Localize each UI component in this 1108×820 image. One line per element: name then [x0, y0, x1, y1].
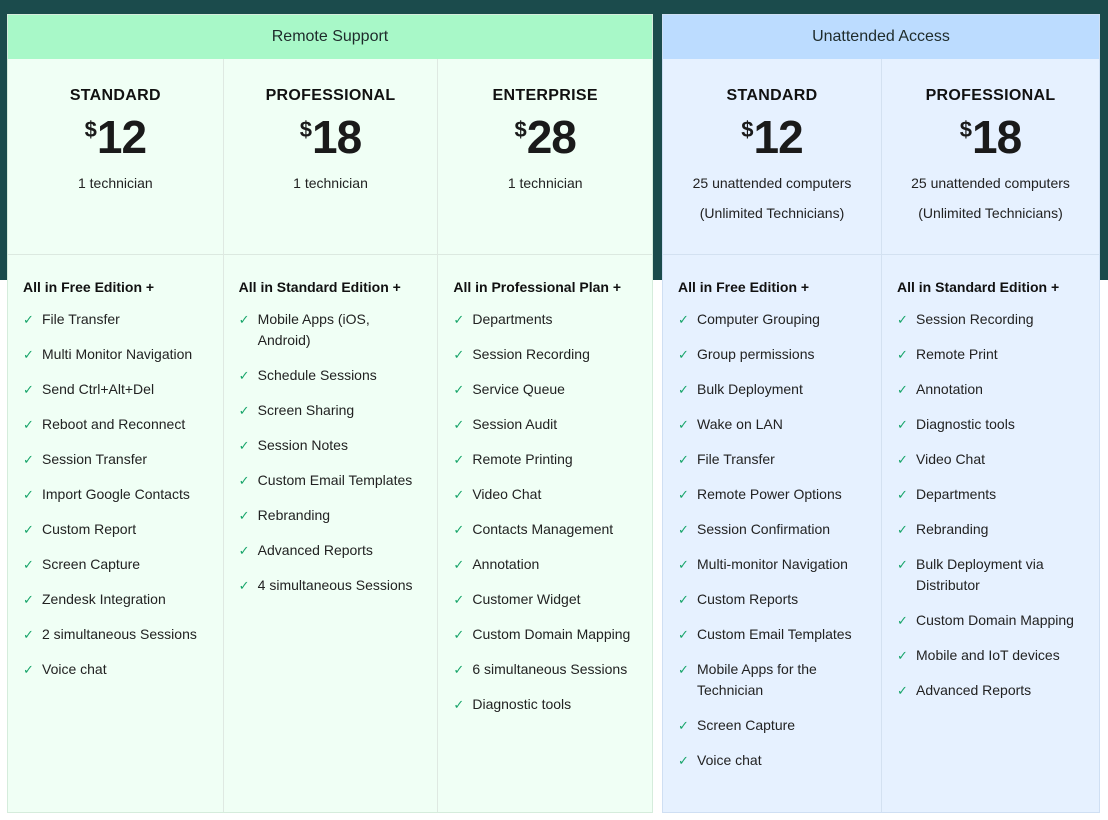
feature-item	[453, 379, 640, 400]
feature-label: Annotation	[916, 381, 983, 397]
feature-list	[663, 255, 881, 771]
feature-item	[453, 344, 640, 365]
plan-header	[663, 59, 881, 255]
unattended-access-group	[662, 14, 1100, 813]
plan-header	[224, 59, 438, 255]
feature-label: File Transfer	[697, 451, 775, 467]
unattended-plan-columns	[663, 59, 1099, 812]
check-icon: ✓	[238, 438, 250, 453]
plan-column-professional	[881, 59, 1099, 812]
feature-item	[23, 624, 211, 645]
group-title-remote-support: Remote Support	[8, 15, 652, 59]
feature-item	[23, 449, 211, 470]
feature-label: File Transfer	[42, 311, 120, 327]
feature-label: Group permissions	[697, 346, 815, 362]
feature-item	[678, 750, 869, 771]
feature-label: Reboot and Reconnect	[42, 416, 186, 432]
check-icon: ✓	[678, 662, 689, 677]
feature-label: 4 simultaneous Sessions	[257, 577, 413, 593]
check-icon: ✓	[678, 347, 689, 362]
plan-price	[8, 111, 223, 163]
feature-item	[239, 309, 426, 351]
feature-item	[678, 519, 869, 540]
feature-item	[23, 484, 211, 505]
feature-label: Custom Domain Mapping	[916, 612, 1074, 628]
feature-item	[897, 484, 1087, 505]
feature-item	[23, 589, 211, 610]
feature-label: Diagnostic tools	[472, 696, 572, 712]
feature-label: Departments	[472, 311, 553, 327]
currency-symbol: $	[84, 117, 97, 142]
plan-subtitle-secondary: (Unlimited Technicians)	[918, 205, 1063, 221]
feature-intro: All in Standard Edition +	[897, 279, 1060, 295]
check-icon: ✓	[23, 382, 34, 397]
feature-label: Service Queue	[472, 381, 565, 397]
feature-item	[678, 344, 869, 365]
feature-intro: All in Free Edition +	[678, 279, 810, 295]
feature-label: 6 simultaneous Sessions	[472, 661, 628, 677]
feature-item	[453, 414, 640, 435]
feature-item	[678, 484, 869, 505]
check-icon: ✓	[678, 522, 689, 537]
check-icon: ✓	[897, 417, 908, 432]
feature-item	[453, 309, 640, 330]
feature-item	[453, 589, 640, 610]
feature-label: Session Audit	[472, 416, 558, 432]
check-icon: ✓	[453, 417, 465, 432]
feature-label: Video Chat	[916, 451, 986, 467]
check-icon: ✓	[238, 543, 250, 558]
check-icon: ✓	[897, 487, 908, 502]
check-icon: ✓	[678, 627, 689, 642]
plan-price	[663, 111, 881, 163]
check-icon: ✓	[453, 382, 465, 397]
feature-label: Annotation	[472, 556, 540, 572]
feature-item	[678, 414, 869, 435]
feature-item	[678, 715, 869, 736]
feature-items	[23, 309, 211, 680]
feature-label: Video Chat	[472, 486, 542, 502]
feature-label: Voice chat	[697, 752, 762, 768]
feature-item	[897, 645, 1087, 666]
feature-label: Schedule Sessions	[257, 367, 377, 383]
feature-label: Multi-monitor Navigation	[697, 556, 848, 572]
plan-subtitle: 25 unattended computers	[692, 175, 852, 191]
remote-plan-columns	[8, 59, 652, 812]
feature-item	[897, 519, 1087, 540]
plan-price	[882, 111, 1099, 163]
feature-item	[23, 379, 211, 400]
feature-item	[453, 484, 640, 505]
check-icon: ✓	[897, 648, 908, 663]
currency-symbol: $	[959, 117, 973, 142]
check-icon: ✓	[453, 312, 465, 327]
feature-label: Advanced Reports	[916, 682, 1032, 698]
check-icon: ✓	[23, 487, 34, 502]
feature-label: Departments	[916, 486, 997, 502]
feature-item	[23, 309, 211, 330]
feature-item	[897, 680, 1087, 701]
check-icon: ✓	[238, 508, 250, 523]
check-icon: ✓	[897, 613, 908, 628]
currency-symbol: $	[741, 117, 754, 142]
feature-item	[678, 449, 869, 470]
check-icon: ✓	[238, 473, 250, 488]
plan-column-professional	[223, 59, 438, 812]
feature-label: Bulk Deployment	[697, 381, 803, 397]
feature-item	[897, 554, 1087, 596]
feature-label: Voice chat	[42, 661, 107, 677]
feature-item	[453, 659, 640, 680]
check-icon: ✓	[23, 417, 34, 432]
feature-item	[678, 379, 869, 400]
group-title-unattended-access: Unattended Access	[663, 15, 1099, 59]
feature-label: Remote Power Options	[697, 486, 842, 502]
feature-item	[23, 414, 211, 435]
feature-items	[453, 309, 640, 715]
check-icon: ✓	[678, 417, 689, 432]
feature-item	[678, 659, 869, 701]
feature-item	[453, 624, 640, 645]
feature-item	[678, 554, 869, 575]
feature-label: Custom Report	[42, 521, 137, 537]
price-amount: 12	[753, 111, 803, 163]
check-icon: ✓	[453, 452, 465, 467]
feature-label: Contacts Management	[472, 521, 614, 537]
check-icon: ✓	[678, 312, 689, 327]
check-icon: ✓	[23, 592, 34, 607]
feature-intro: All in Standard Edition +	[238, 279, 401, 295]
feature-label: Remote Printing	[472, 451, 573, 467]
check-icon: ✓	[238, 403, 250, 418]
plan-column-enterprise	[437, 59, 652, 812]
feature-item	[23, 519, 211, 540]
plan-name: PROFESSIONAL	[265, 87, 396, 104]
feature-intro: All in Free Edition +	[23, 279, 155, 295]
check-icon: ✓	[897, 382, 908, 397]
plan-header	[882, 59, 1099, 255]
check-icon: ✓	[238, 368, 250, 383]
plan-price	[224, 111, 438, 163]
feature-item	[897, 379, 1087, 400]
feature-item	[239, 540, 426, 561]
check-icon: ✓	[23, 557, 34, 572]
feature-item	[239, 575, 426, 596]
feature-label: Multi Monitor Navigation	[42, 346, 193, 362]
check-icon: ✓	[678, 487, 689, 502]
feature-item	[239, 365, 426, 386]
check-icon: ✓	[453, 592, 465, 607]
check-icon: ✓	[897, 683, 908, 698]
feature-item	[678, 624, 869, 645]
feature-label: Bulk Deployment via Distributor	[916, 556, 1044, 593]
feature-label: Diagnostic tools	[916, 416, 1015, 432]
feature-item	[897, 414, 1087, 435]
feature-label: Rebranding	[257, 507, 331, 523]
check-icon: ✓	[678, 452, 689, 467]
feature-item	[453, 519, 640, 540]
feature-label: Session Recording	[472, 346, 590, 362]
feature-item	[239, 435, 426, 456]
feature-item	[897, 610, 1087, 631]
feature-label: Customer Widget	[472, 591, 581, 607]
feature-label: Screen Capture	[42, 556, 141, 572]
feature-item	[453, 554, 640, 575]
feature-label: Send Ctrl+Alt+Del	[42, 381, 155, 397]
check-icon: ✓	[678, 382, 689, 397]
feature-label: Screen Sharing	[257, 402, 355, 418]
check-icon: ✓	[453, 347, 465, 362]
check-icon: ✓	[23, 627, 34, 642]
check-icon: ✓	[23, 522, 34, 537]
feature-label: Zendesk Integration	[42, 591, 166, 607]
plan-subtitle-secondary: (Unlimited Technicians)	[699, 205, 845, 221]
feature-item	[23, 659, 211, 680]
feature-label: Mobile Apps (iOS, Android)	[257, 311, 370, 348]
feature-label: Wake on LAN	[697, 416, 783, 432]
feature-label: Rebranding	[916, 521, 989, 537]
feature-items	[678, 309, 869, 771]
plan-name: STANDARD	[69, 87, 161, 104]
check-icon: ✓	[897, 522, 908, 537]
feature-label: Computer Grouping	[697, 311, 820, 327]
check-icon: ✓	[238, 312, 250, 327]
check-icon: ✓	[897, 452, 908, 467]
check-icon: ✓	[678, 557, 689, 572]
feature-intro: All in Professional Plan +	[453, 279, 622, 295]
check-icon: ✓	[897, 347, 908, 362]
plan-header	[438, 59, 652, 255]
feature-item	[678, 309, 869, 330]
feature-list	[224, 255, 438, 596]
feature-item	[453, 694, 640, 715]
feature-item	[23, 554, 211, 575]
currency-symbol: $	[514, 117, 527, 142]
plan-name: ENTERPRISE	[492, 87, 598, 104]
check-icon: ✓	[453, 627, 465, 642]
plan-subtitle: 1 technician	[507, 175, 583, 191]
feature-label: Remote Print	[916, 346, 998, 362]
feature-label: Custom Domain Mapping	[472, 626, 631, 642]
check-icon: ✓	[453, 557, 465, 572]
check-icon: ✓	[453, 662, 465, 677]
plan-subtitle: 25 unattended computers	[911, 175, 1070, 191]
feature-label: Custom Email Templates	[257, 472, 413, 488]
feature-label: Session Confirmation	[697, 521, 831, 537]
feature-list	[882, 255, 1099, 701]
feature-list	[438, 255, 652, 715]
feature-label: Screen Capture	[697, 717, 796, 733]
feature-label: Import Google Contacts	[42, 486, 190, 502]
feature-item	[678, 589, 869, 610]
feature-label: Session Notes	[257, 437, 348, 453]
plan-subtitle: 1 technician	[77, 175, 153, 191]
check-icon: ✓	[897, 557, 908, 572]
feature-item	[239, 400, 426, 421]
feature-list	[8, 255, 223, 680]
feature-items	[239, 309, 426, 596]
check-icon: ✓	[897, 312, 908, 327]
plan-column-standard	[8, 59, 223, 812]
price-amount: 18	[972, 111, 1022, 163]
plan-name: STANDARD	[726, 87, 818, 104]
feature-label: Custom Email Templates	[697, 626, 852, 642]
check-icon: ✓	[678, 753, 689, 768]
feature-label: Custom Reports	[697, 591, 799, 607]
check-icon: ✓	[453, 487, 465, 502]
feature-label: Mobile Apps for the Technician	[697, 661, 817, 698]
feature-label: Mobile and IoT devices	[916, 647, 1060, 663]
remote-support-group	[7, 14, 653, 813]
check-icon: ✓	[23, 452, 34, 467]
price-amount: 28	[526, 111, 576, 163]
feature-item	[23, 344, 211, 365]
feature-item	[239, 505, 426, 526]
plan-header	[8, 59, 223, 255]
feature-item	[239, 470, 426, 491]
feature-label: Session Recording	[916, 311, 1034, 327]
feature-item	[897, 309, 1087, 330]
plan-column-standard	[663, 59, 881, 812]
currency-symbol: $	[299, 117, 313, 142]
check-icon: ✓	[678, 592, 689, 607]
feature-label: Session Transfer	[42, 451, 148, 467]
feature-item	[453, 449, 640, 470]
check-icon: ✓	[453, 522, 465, 537]
check-icon: ✓	[678, 718, 689, 733]
feature-item	[897, 449, 1087, 470]
price-amount: 12	[96, 111, 147, 163]
check-icon: ✓	[238, 578, 250, 593]
feature-label: Advanced Reports	[257, 542, 373, 558]
plan-subtitle: 1 technician	[293, 175, 368, 191]
check-icon: ✓	[23, 312, 34, 327]
check-icon: ✓	[453, 697, 465, 712]
feature-items	[897, 309, 1087, 701]
check-icon: ✓	[23, 347, 34, 362]
plan-name: PROFESSIONAL	[925, 87, 1056, 104]
feature-item	[897, 344, 1087, 365]
feature-label: 2 simultaneous Sessions	[42, 626, 197, 642]
plan-price	[438, 111, 652, 163]
check-icon: ✓	[23, 662, 34, 677]
price-amount: 18	[312, 111, 362, 163]
